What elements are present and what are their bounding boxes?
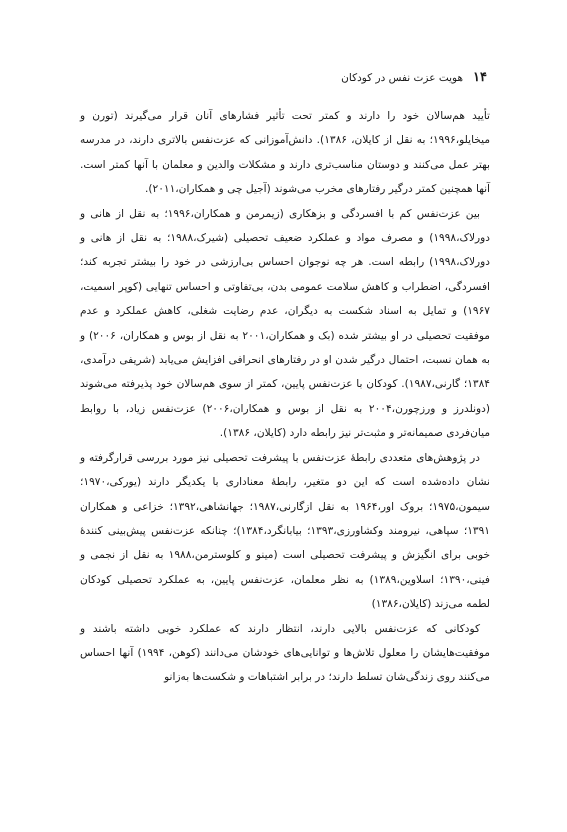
running-title: هویت عزت نفس در کودکان <box>341 72 464 84</box>
page-header <box>80 70 487 85</box>
paragraph-3: در پژوهش‌های متعددی رابطهٔ عزت‌نفس با پیشرفت تحصیلی نیز مورد بررسی قرارگرفته و نشان داده‌شده است که این دو متغیر، رابطهٔ معناداری با یکدیگر دارند (یورکی،۱۹۷۰؛ سیمون،۱۹۷۵؛ بروک اور،۱۹۶۴ به نقل ازگارنی،۱۹۸۷؛ جهانشاهی،۱۳۹۲؛ خزاعی و همکاران ۱۳۹۱؛ سپاهی، نیرومند وکشاورزی،۱۳۹۳؛ بیابانگرد،۱۳۸۴)؛ چنانکه عزت‌نفس پیش‌بینی کنندهٔ خوبی برای انگیزش و پیشرفت تحصیلی است (مینو و کلوسترمن،۱۹۸۸ به نقل از نجمی و فینی،۱۳۹۰؛ اسلاوین،۱۳۸۹) به نظر معلمان، عزت‌نفس پایین، به عملکرد تحصیلی کودکان لطمه می‌زند (کایلان،۱۳۸۶) <box>80 451 491 611</box>
page-number: ۱۴ <box>473 70 487 85</box>
paragraph-2: بین عزت‌نفس کم با افسردگی و بزهکاری (زیمرمن و همکاران،۱۹۹۶؛ به نقل از هانی و دورلاک،۱۹۹۸) و مصرف مواد و عملکرد ضعیف تحصیلی (شیرک،۱۹۸۸؛ به نقل از هانی و دورلاک،۱۹۹۸) رابطه است. هر چه نوجوان احساس بی‌ارزشی در خود را بیشتر تجربه کند؛ افسردگی، اضطراب و کاهش سلامت عمومی بدن، بی‌تفاوتی و احساس تنهایی (کوپر اسمیت، ۱۹۶۷) و تمایل به اسناد شکست به دیگران، عدم رضایت شغلی، کاهش عملکرد و عدم موفقیت تحصیلی در او بیشتر شده (بک و همکاران،۲۰۰۱ به نقل از بوس و همکاران، ۲۰۰۶) و به همان نسبت، احتمال درگیر شدن او در رفتارهای انحرافی افزایش می‌یابد (شریفی درآمدی، ۱۳۸۴؛ گارنی،۱۹۸۷). کودکان با عزت‌نفس پایین، کمتر از سوی هم‌سالان خود پذیرفته می‌شوند (دونلدرز و ورزچورن،۲۰۰۴ به نقل از بوس و همکاران،۲۰۰۶) عزت‌نفس زیاد، با روابط میان‌فردی صمیمانه‌تر و مثبت‌تر نیز رابطه دارد (کایلان، ۱۳۸۶). <box>80 207 491 440</box>
body-text <box>80 104 490 690</box>
paragraph-1: تأیید هم‌سالان خود را دارند و کمتر تحت تأثیر فشارهای آنان قرار می‌گیرند (تورن و میخایلو،۱۹۹۶؛ به نقل از کایلان، ۱۳۸۶). دانش‌آموزانی که عزت‌نفس بالاتری دارند، در مدرسه بهتر عمل می‌کنند و دوستان مناسب‌تری دارند و مشکلات والدین و معلمان با آنها کمتر است. آنها همچنین کمتر درگیر رفتارهای مخرب می‌شوند (آجیل چی و همکاران،۲۰۱۱). <box>80 110 491 196</box>
paragraph-4: کودکانی که عزت‌نفس بالایی دارند، انتظار دارند که عملکرد خوبی داشته باشند و موفقیت‌هایشان را معلول تلاش‌ها و توانایی‌های خودشان می‌دانند (کوهن، ۱۹۹۴) آنها احساس می‌کنند روی زندگی‌شان تسلط دارند؛ در برابر اشتباهات و شکست‌ها به‌زانو <box>80 622 490 684</box>
